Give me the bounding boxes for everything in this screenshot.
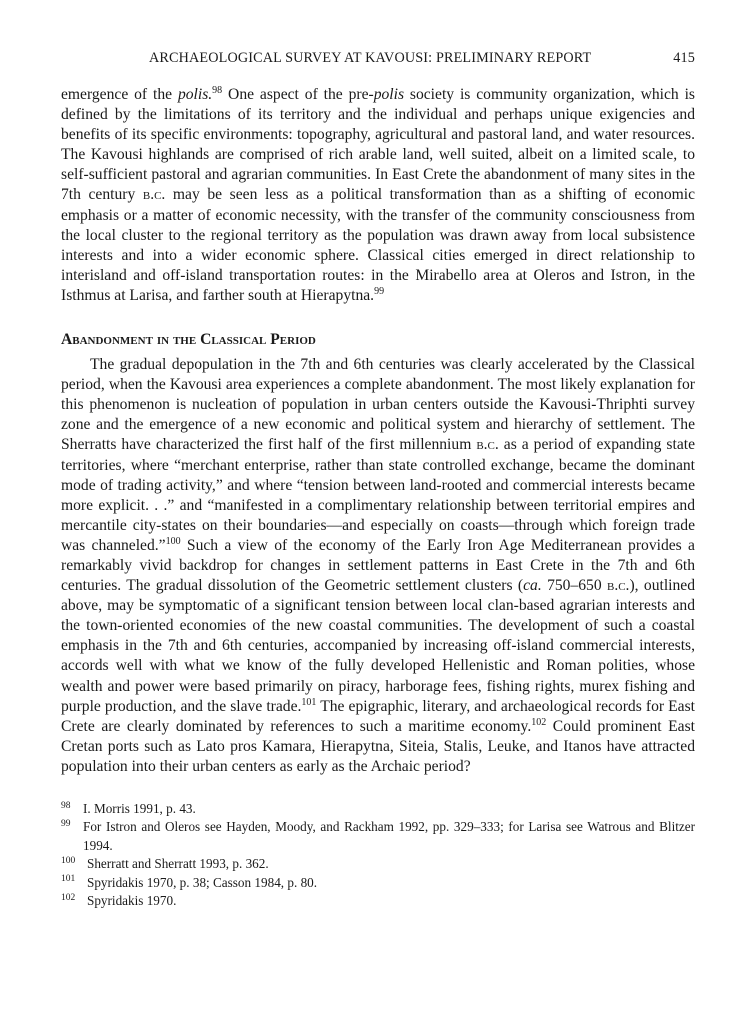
body-paragraph-2: The gradual depopulation in the 7th and 6th centuries was clearly accelerated by the Classical period, when the Kavousi area experiences a complete abandonment. The most likely explanation for this phenomenon is nucleation of population in urban centers outside the Kavousi-Thriphti survey zone and the emergence of a new economic and political system and hierarchy of settlement. The Sherratts have characterized the first half of the first millennium b.c. as a period of expanding state territories, where “merchant enterprise, rather than state controlled exchange, became the dominant mode of trading activity,” and where “tension between land-rooted and commercial interests became more explicit. . .” and “manifested in a complimentary relationship between territorial empires and mercantile city-states on their boundaries—and especially on coasts—through which foreign trade was channeled.”$^{100}$ Such a view of the economy of the Early Iron Age Mediterranean provides a remarkably vivid backdrop for changes in settlement patterns in East Crete in the 7th and 6th centuries. The gradual dissolution of the Geometric settlement clusters (ca. 750–650 b.c.), outlined above, may be symptomatic of a significant tension between local clan-based agrarian interests and the town-oriented economies of the new coastal communities. The development of such a coastal emphasis in the 7th and 6th centuries, accompanied by increasing off-island commercial interests, accords well with what we know of the fully developed Hellenistic and Roman polities, whose wealth and power were based primarily on piracy, harborage fees, fishing rights, murex fishing and purple production, and the slave trade.$^{101}$ The epigraphic, literary, and archaeological records for East Crete are clearly dominated by references to such a maritime economy.$^{102}$ Could prominent East Cretan ports such as Lato pros Kamara, Hierapytna, Siteia, Stalis, Leuke, and Itanos have attracted population into their urban centers as early as the Archaic period? <box>61 356 695 775</box>
footnote-ref-102[interactable]: 102 <box>531 716 547 728</box>
footnote-text: Spyridakis 1970, p. 38; Casson 1984, p. 80. <box>87 874 318 890</box>
running-header <box>61 50 695 72</box>
section-heading: Abandonment in the Classical Period <box>61 331 316 349</box>
footnote-ref-98[interactable]: 98 <box>212 84 223 96</box>
footnote-ref-99[interactable]: 99 <box>374 285 385 297</box>
footnote: 99 For Istron and Oleros see Hayden, Moody, and Rackham 1992, pp. 329–333; for Larisa see Watrous and Blitzer 1994. <box>61 819 695 853</box>
body-paragraph-1: emergence of the polis.$^{98}$ One aspect of the pre-polis society is community organization, which is defined by the limitations of its territory and the individual and perhaps unique exigencies and benefits of its specific environments: topography, agricultural and pastoral land, and water resources. The Kavousi highlands are comprised of rich arable land, well suited, albeit on a limited scale, to self-sufficient pastoral and agrarian communities. In East Crete the abandonment of many sites in the 7th century b.c. may be seen less as a political transformation than as a shifting of economic emphasis or a matter of economic necessity, with the transfer of the community consciousness from the local cluster to the regional territory as the population was drawn away from local subsistence interests and into a wider economic sphere. Classical cities emerged in direct relationship to interisland and off-island transportation routes: in the Mirabello area at Oleros and Istron, in the Isthmus at Larisa, and farther south at Hierapytna.$^{99}$ <box>61 84 695 304</box>
footnote-text: Sherratt and Sherratt 1993, p. 362. <box>87 856 269 872</box>
footnote: 100 Sherratt and Sherratt 1993, p. 362. <box>61 855 269 872</box>
footnotes <box>61 800 695 910</box>
footnote: 102 Spyridakis 1970. <box>61 892 177 909</box>
footnote-ref-100[interactable]: 100 <box>165 535 181 547</box>
footnote-text: For Istron and Oleros see Hayden, Moody, and Rackham 1992, pp. 329–333; for Larisa see Watrous and Blitzer 1994. <box>83 819 695 853</box>
running-title: ARCHAEOLOGICAL SURVEY AT KAVOUSI: PRELIMINARY REPORT <box>149 50 592 66</box>
footnote-text: Spyridakis 1970. <box>87 893 177 909</box>
page <box>61 50 695 910</box>
footnote-text: I. Morris 1991, p. 43. <box>83 801 196 816</box>
page-number: 415 <box>673 50 695 66</box>
footnote: 101 Spyridakis 1970, p. 38; Casson 1984, p. 80. <box>61 874 318 890</box>
footnote-ref-101[interactable]: 101 <box>301 696 317 708</box>
footnote: 98 I. Morris 1991, p. 43. <box>61 800 196 816</box>
